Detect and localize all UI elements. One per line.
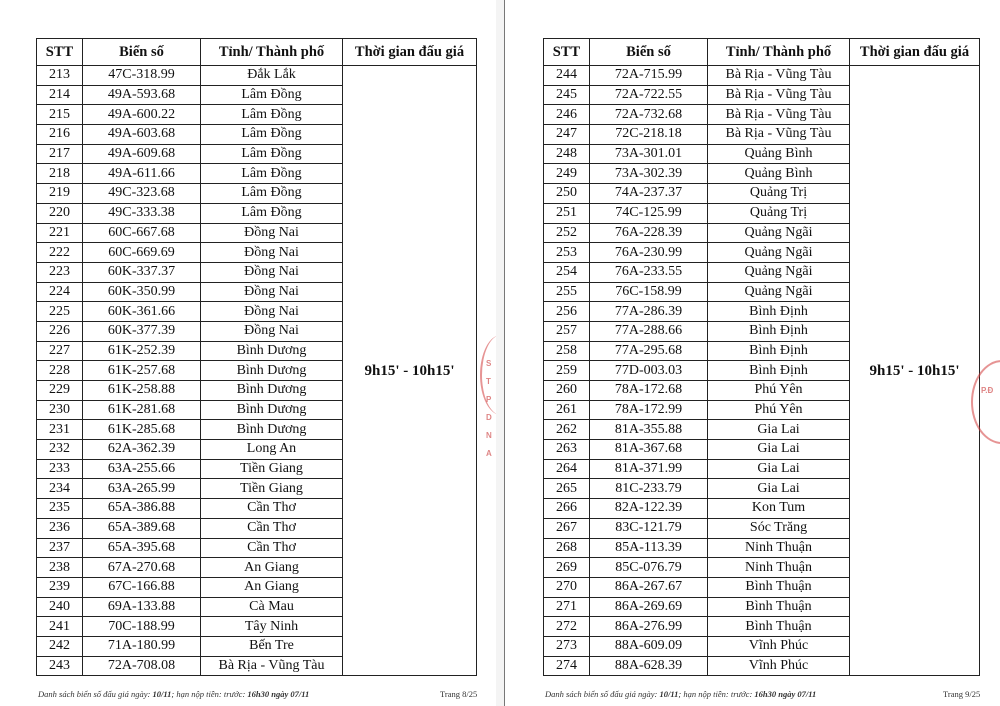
province-cell: Quảng Trị xyxy=(708,203,850,223)
plate-cell: 81C-233.79 xyxy=(590,479,708,499)
province-cell: Vĩnh Phúc xyxy=(708,656,850,676)
footer-prefix: Danh sách biển số đấu giá ngày: xyxy=(545,689,658,699)
plate-cell: 63A-255.66 xyxy=(83,459,201,479)
plate-cell: 69A-133.88 xyxy=(83,597,201,617)
province-cell: Bà Rịa - Vũng Tàu xyxy=(708,66,850,86)
province-cell: Đồng Nai xyxy=(201,302,343,322)
province-cell: Gia Lai xyxy=(708,479,850,499)
plate-cell: 78A-172.99 xyxy=(590,400,708,420)
stt-cell: 229 xyxy=(37,381,83,401)
province-cell: Đồng Nai xyxy=(201,321,343,341)
footer-note-left xyxy=(38,689,309,699)
plate-cell: 49A-609.68 xyxy=(83,144,201,164)
stt-cell: 253 xyxy=(544,243,590,263)
plate-cell: 70C-188.99 xyxy=(83,617,201,637)
footer-date: 10/11 xyxy=(659,689,679,699)
province-cell: Phú Yên xyxy=(708,400,850,420)
province-cell: Gia Lai xyxy=(708,459,850,479)
stt-cell: 267 xyxy=(544,518,590,538)
plate-cell: 85A-113.39 xyxy=(590,538,708,558)
auction-table-left xyxy=(36,38,477,676)
stt-cell: 256 xyxy=(544,302,590,322)
stt-cell: 270 xyxy=(544,577,590,597)
plate-cell: 49A-603.68 xyxy=(83,125,201,145)
plate-cell: 65A-395.68 xyxy=(83,538,201,558)
stt-cell: 238 xyxy=(37,558,83,578)
province-cell: Cần Thơ xyxy=(201,538,343,558)
stt-cell: 250 xyxy=(544,184,590,204)
plate-cell: 49C-323.68 xyxy=(83,184,201,204)
plate-cell: 72A-722.55 xyxy=(590,85,708,105)
plate-cell: 71A-180.99 xyxy=(83,636,201,656)
plate-cell: 72A-732.68 xyxy=(590,105,708,125)
plate-cell: 76A-230.99 xyxy=(590,243,708,263)
stt-cell: 214 xyxy=(37,85,83,105)
plate-cell: 81A-355.88 xyxy=(590,420,708,440)
province-cell: Đồng Nai xyxy=(201,262,343,282)
province-cell: Ninh Thuận xyxy=(708,558,850,578)
plate-cell: 67C-166.88 xyxy=(83,577,201,597)
plate-cell: 49A-600.22 xyxy=(83,105,201,125)
plate-cell: 60K-377.39 xyxy=(83,321,201,341)
stt-cell: 241 xyxy=(37,617,83,637)
plate-cell: 76C-158.99 xyxy=(590,282,708,302)
province-cell: Bình Dương xyxy=(201,361,343,381)
province-cell: Bình Dương xyxy=(201,420,343,440)
province-cell: Bến Tre xyxy=(201,636,343,656)
province-cell: Cà Mau xyxy=(201,597,343,617)
province-cell: Kon Tum xyxy=(708,499,850,519)
footer-date: 10/11 xyxy=(152,689,172,699)
stt-cell: 218 xyxy=(37,164,83,184)
province-cell: Bình Dương xyxy=(201,381,343,401)
province-cell: An Giang xyxy=(201,558,343,578)
stt-cell: 221 xyxy=(37,223,83,243)
stt-cell: 228 xyxy=(37,361,83,381)
footer-prefix: Danh sách biển số đấu giá ngày: xyxy=(38,689,151,699)
plate-cell: 77A-286.39 xyxy=(590,302,708,322)
stt-cell: 232 xyxy=(37,440,83,460)
stt-cell: 240 xyxy=(37,597,83,617)
plate-cell: 61K-252.39 xyxy=(83,341,201,361)
header-province: Tỉnh/ Thành phố xyxy=(708,39,850,66)
stt-cell: 236 xyxy=(37,518,83,538)
plate-cell: 63A-265.99 xyxy=(83,479,201,499)
page-spine xyxy=(496,0,504,706)
stt-cell: 233 xyxy=(37,459,83,479)
stt-cell: 246 xyxy=(544,105,590,125)
stt-cell: 255 xyxy=(544,282,590,302)
plate-cell: 61K-258.88 xyxy=(83,381,201,401)
province-cell: Lâm Đồng xyxy=(201,105,343,125)
stt-cell: 244 xyxy=(544,66,590,86)
plate-cell: 78A-172.68 xyxy=(590,381,708,401)
stt-cell: 213 xyxy=(37,66,83,86)
plate-cell: 83C-121.79 xyxy=(590,518,708,538)
province-cell: Gia Lai xyxy=(708,420,850,440)
province-cell: Lâm Đồng xyxy=(201,184,343,204)
plate-cell: 60K-337.37 xyxy=(83,262,201,282)
stt-cell: 259 xyxy=(544,361,590,381)
plate-cell: 74C-125.99 xyxy=(590,203,708,223)
stt-cell: 234 xyxy=(37,479,83,499)
province-cell: An Giang xyxy=(201,577,343,597)
stt-cell: 274 xyxy=(544,656,590,676)
footer-deadline: 16h30 ngày 07/11 xyxy=(754,689,817,699)
province-cell: Bình Định xyxy=(708,341,850,361)
plate-cell: 85C-076.79 xyxy=(590,558,708,578)
stt-cell: 268 xyxy=(544,538,590,558)
plate-cell: 73A-301.01 xyxy=(590,144,708,164)
stt-cell: 258 xyxy=(544,341,590,361)
province-cell: Cần Thơ xyxy=(201,499,343,519)
province-cell: Phú Yên xyxy=(708,381,850,401)
stamp-fragment-right: P.Đ xyxy=(981,386,994,395)
plate-cell: 72A-708.08 xyxy=(83,656,201,676)
province-cell: Quảng Bình xyxy=(708,164,850,184)
province-cell: Gia Lai xyxy=(708,440,850,460)
header-time: Thời gian đấu giá xyxy=(850,39,980,66)
stt-cell: 269 xyxy=(544,558,590,578)
plate-cell: 61K-257.68 xyxy=(83,361,201,381)
province-cell: Quảng Ngãi xyxy=(708,262,850,282)
stt-cell: 252 xyxy=(544,223,590,243)
stt-cell: 230 xyxy=(37,400,83,420)
page-number-right: Trang 9/25 xyxy=(943,689,981,699)
stt-cell: 264 xyxy=(544,459,590,479)
province-cell: Bà Rịa - Vũng Tàu xyxy=(708,125,850,145)
province-cell: Lâm Đồng xyxy=(201,203,343,223)
province-cell: Đồng Nai xyxy=(201,223,343,243)
plate-cell: 72A-715.99 xyxy=(590,66,708,86)
stt-cell: 249 xyxy=(544,164,590,184)
plate-cell: 61K-281.68 xyxy=(83,400,201,420)
province-cell: Quảng Ngãi xyxy=(708,243,850,263)
province-cell: Bình Dương xyxy=(201,400,343,420)
plate-cell: 86A-267.67 xyxy=(590,577,708,597)
province-cell: Bà Rịa - Vũng Tàu xyxy=(708,85,850,105)
auction-table-right xyxy=(543,38,980,676)
stt-cell: 257 xyxy=(544,321,590,341)
plate-cell: 49A-611.66 xyxy=(83,164,201,184)
plate-cell: 73A-302.39 xyxy=(590,164,708,184)
stt-cell: 231 xyxy=(37,420,83,440)
plate-cell: 62A-362.39 xyxy=(83,440,201,460)
stt-cell: 273 xyxy=(544,636,590,656)
province-cell: Bình Thuận xyxy=(708,577,850,597)
stamp-fragment-left: S T P D NA xyxy=(486,359,492,458)
table-row xyxy=(37,66,477,86)
plate-cell: 74A-237.37 xyxy=(590,184,708,204)
stt-cell: 216 xyxy=(37,125,83,145)
province-cell: Vĩnh Phúc xyxy=(708,636,850,656)
plate-cell: 81A-367.68 xyxy=(590,440,708,460)
document-page-right xyxy=(504,0,1000,706)
stt-cell: 219 xyxy=(37,184,83,204)
table-body-left xyxy=(37,66,477,676)
stt-cell: 263 xyxy=(544,440,590,460)
plate-cell: 47C-318.99 xyxy=(83,66,201,86)
province-cell: Bà Rịa - Vũng Tàu xyxy=(708,105,850,125)
province-cell: Lâm Đồng xyxy=(201,85,343,105)
province-cell: Bình Định xyxy=(708,321,850,341)
stt-cell: 245 xyxy=(544,85,590,105)
footer-deadline: 16h30 ngày 07/11 xyxy=(247,689,310,699)
plate-cell: 49C-333.38 xyxy=(83,203,201,223)
footer-mid: ; hạn nộp tiền: trước: xyxy=(171,689,246,699)
province-cell: Đắk Lắk xyxy=(201,66,343,86)
table-row xyxy=(544,66,980,86)
stt-cell: 266 xyxy=(544,499,590,519)
stt-cell: 237 xyxy=(37,538,83,558)
province-cell: Quảng Trị xyxy=(708,184,850,204)
province-cell: Lâm Đồng xyxy=(201,164,343,184)
province-cell: Đồng Nai xyxy=(201,282,343,302)
header-plate: Biển số xyxy=(590,39,708,66)
stt-cell: 225 xyxy=(37,302,83,322)
province-cell: Quảng Bình xyxy=(708,144,850,164)
stt-cell: 260 xyxy=(544,381,590,401)
province-cell: Cần Thơ xyxy=(201,518,343,538)
document-page-left xyxy=(0,0,497,706)
stt-cell: 271 xyxy=(544,597,590,617)
stt-cell: 265 xyxy=(544,479,590,499)
stt-cell: 247 xyxy=(544,125,590,145)
province-cell: Bà Rịa - Vũng Tàu xyxy=(201,656,343,676)
province-cell: Bình Định xyxy=(708,302,850,322)
plate-cell: 60K-361.66 xyxy=(83,302,201,322)
plate-cell: 86A-269.69 xyxy=(590,597,708,617)
plate-cell: 77A-295.68 xyxy=(590,341,708,361)
province-cell: Tiền Giang xyxy=(201,459,343,479)
stt-cell: 224 xyxy=(37,282,83,302)
stt-cell: 251 xyxy=(544,203,590,223)
plate-cell: 61K-285.68 xyxy=(83,420,201,440)
plate-cell: 65A-386.88 xyxy=(83,499,201,519)
table-header-row xyxy=(37,39,477,66)
stt-cell: 254 xyxy=(544,262,590,282)
header-stt: STT xyxy=(544,39,590,66)
header-plate: Biển số xyxy=(83,39,201,66)
province-cell: Bình Dương xyxy=(201,341,343,361)
stt-cell: 223 xyxy=(37,262,83,282)
page-number-left: Trang 8/25 xyxy=(440,689,478,699)
plate-cell: 76A-228.39 xyxy=(590,223,708,243)
province-cell: Đồng Nai xyxy=(201,243,343,263)
province-cell: Sóc Trăng xyxy=(708,518,850,538)
stt-cell: 248 xyxy=(544,144,590,164)
auction-time-cell: 9h15' - 10h15' xyxy=(343,66,477,676)
stt-cell: 220 xyxy=(37,203,83,223)
province-cell: Quảng Ngãi xyxy=(708,282,850,302)
plate-cell: 49A-593.68 xyxy=(83,85,201,105)
plate-cell: 88A-609.09 xyxy=(590,636,708,656)
province-cell: Lâm Đồng xyxy=(201,144,343,164)
stt-cell: 261 xyxy=(544,400,590,420)
plate-cell: 60C-669.69 xyxy=(83,243,201,263)
stt-cell: 217 xyxy=(37,144,83,164)
stt-cell: 242 xyxy=(37,636,83,656)
province-cell: Ninh Thuận xyxy=(708,538,850,558)
auction-time-cell: 9h15' - 10h15' xyxy=(850,66,980,676)
plate-cell: 88A-628.39 xyxy=(590,656,708,676)
header-time: Thời gian đấu giá xyxy=(343,39,477,66)
stt-cell: 272 xyxy=(544,617,590,637)
plate-cell: 72C-218.18 xyxy=(590,125,708,145)
table-header-row xyxy=(544,39,980,66)
stt-cell: 239 xyxy=(37,577,83,597)
plate-cell: 67A-270.68 xyxy=(83,558,201,578)
plate-cell: 82A-122.39 xyxy=(590,499,708,519)
plate-cell: 65A-389.68 xyxy=(83,518,201,538)
province-cell: Quảng Ngãi xyxy=(708,223,850,243)
province-cell: Tiền Giang xyxy=(201,479,343,499)
plate-cell: 77A-288.66 xyxy=(590,321,708,341)
table-body-right xyxy=(544,66,980,676)
plate-cell: 81A-371.99 xyxy=(590,459,708,479)
stt-cell: 262 xyxy=(544,420,590,440)
header-province: Tỉnh/ Thành phố xyxy=(201,39,343,66)
province-cell: Bình Thuận xyxy=(708,617,850,637)
plate-cell: 76A-233.55 xyxy=(590,262,708,282)
province-cell: Long An xyxy=(201,440,343,460)
stt-cell: 243 xyxy=(37,656,83,676)
header-stt: STT xyxy=(37,39,83,66)
stt-cell: 235 xyxy=(37,499,83,519)
plate-cell: 60C-667.68 xyxy=(83,223,201,243)
stt-cell: 222 xyxy=(37,243,83,263)
footer-note-right xyxy=(545,689,816,699)
province-cell: Bình Định xyxy=(708,361,850,381)
province-cell: Tây Ninh xyxy=(201,617,343,637)
stt-cell: 215 xyxy=(37,105,83,125)
plate-cell: 77D-003.03 xyxy=(590,361,708,381)
footer-mid: ; hạn nộp tiền: trước: xyxy=(678,689,753,699)
province-cell: Bình Thuận xyxy=(708,597,850,617)
plate-cell: 86A-276.99 xyxy=(590,617,708,637)
stt-cell: 227 xyxy=(37,341,83,361)
province-cell: Lâm Đồng xyxy=(201,125,343,145)
stt-cell: 226 xyxy=(37,321,83,341)
plate-cell: 60K-350.99 xyxy=(83,282,201,302)
